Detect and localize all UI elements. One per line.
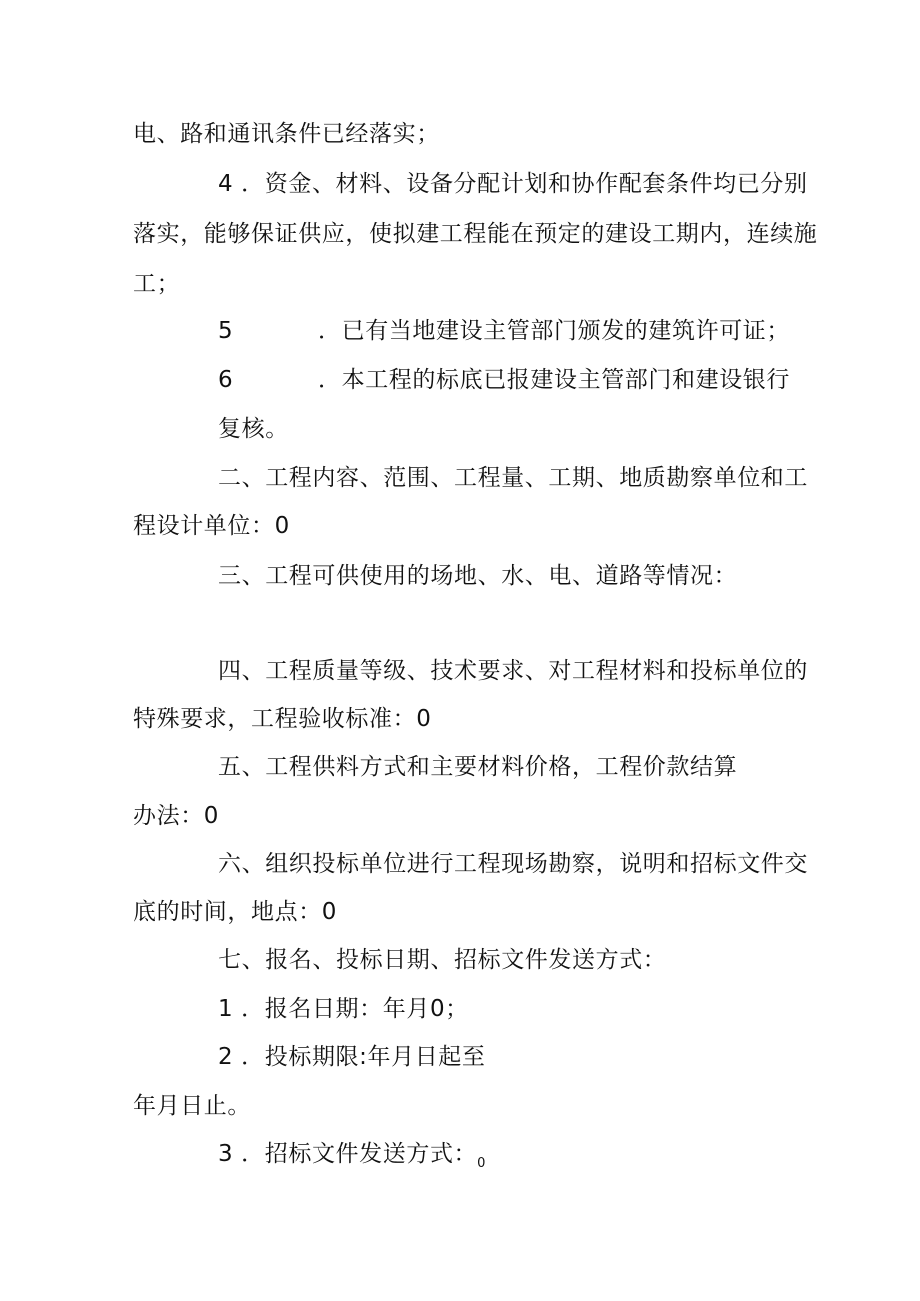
text-line: 电、路和通讯条件已经落实； [133, 121, 440, 147]
text-line: 年月日止。 [133, 1093, 251, 1119]
text-line: 1 ．报名日期：年月0； [218, 996, 469, 1022]
text-line: 五、工程供料方式和主要材料价格，工程价款结算 [218, 754, 738, 780]
text-segment: 3 ．招标文件发送方式： [218, 1141, 478, 1167]
text-line: 特殊要求，工程验收标准：0 [133, 706, 432, 732]
text-line: 三、工程可供使用的场地、水、电、道路等情况： [218, 563, 738, 589]
text-line: 复核。 [218, 416, 289, 442]
text-line: 四、工程质量等级、技术要求、对工程材料和投标单位的 [218, 658, 808, 684]
subscript-zero: 0 [477, 1156, 487, 1171]
text-line: 工； [133, 271, 181, 297]
text-line: ．本工程的标底已报建设主管部门和建设银行 [318, 367, 790, 393]
text-line: 底的时间，地点：0 [133, 899, 338, 925]
text-line: 4 ．资金、材料、设备分配计划和协作配套条件均已分别 [218, 171, 808, 197]
text-line: ．已有当地建设主管部门颁发的建筑许可证； [318, 318, 790, 344]
list-number: 5 [218, 318, 234, 344]
text-line [218, 1138, 486, 1170]
text-line: 落实，能够保证供应，使拟建工程能在预定的建设工期内，连续施 [133, 221, 818, 247]
text-line: 六、组织投标单位进行工程现场勘察，说明和招标文件交 [218, 851, 808, 877]
text-line: 办法：0 [133, 803, 220, 829]
text-line: 二、工程内容、范围、工程量、工期、地质勘察单位和工 [218, 465, 808, 491]
text-line: 程设计单位：0 [133, 513, 290, 539]
list-number: 6 [218, 367, 234, 393]
text-line: 七、报名、投标日期、招标文件发送方式： [218, 947, 667, 973]
text-line: 2 ．投标期限:年月日起至 [218, 1044, 486, 1070]
